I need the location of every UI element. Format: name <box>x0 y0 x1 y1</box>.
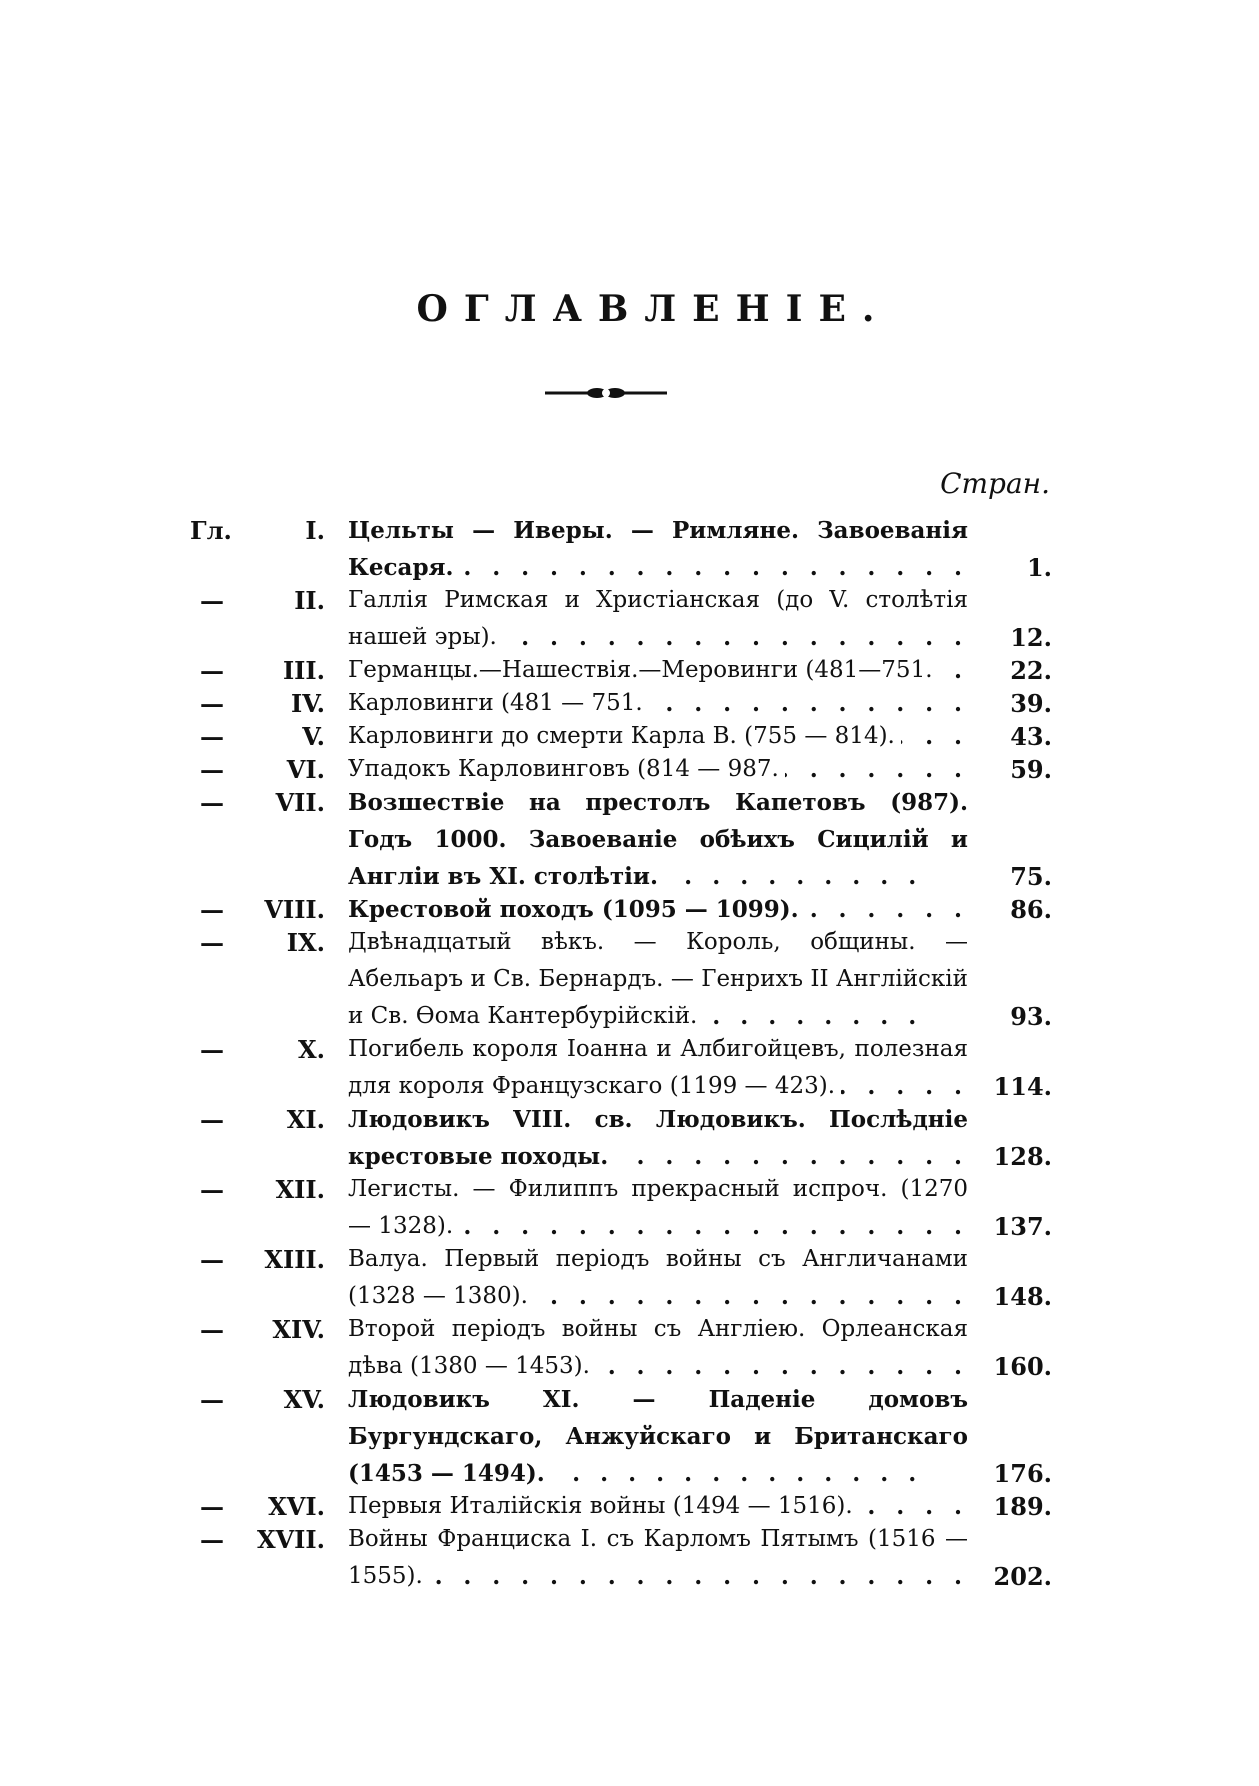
ditto-dash: — <box>200 895 224 924</box>
toc-entry <box>0 891 1259 928</box>
chapter-number: IX. <box>286 928 325 957</box>
ditto-dash: — <box>200 1245 224 1274</box>
chapter-title: Первыя Италійскія войны (1494 — 1516). . . . <box>348 1488 968 1525</box>
toc-entry <box>0 1171 1259 1245</box>
ditto-dash: — <box>200 1385 224 1414</box>
ditto-dash: — <box>200 656 224 685</box>
table-of-contents <box>0 512 1259 1595</box>
chapter-title: Карловинги (481 — 751. . . . <box>348 685 968 722</box>
toc-entry <box>0 1031 1259 1105</box>
chapter-title: Войны Франциска I. съ Карломъ Пятымъ (1516 — 1555). . . . <box>348 1521 968 1595</box>
chapter-number: XVII. <box>256 1525 325 1554</box>
page-number: 93. <box>1010 1002 1052 1031</box>
chapter-number: XIII. <box>264 1245 325 1274</box>
ditto-dash: — <box>200 1175 224 1204</box>
chapter-title: Погибель короля Іоанна и Албигойцевъ, полезная для короля Французскаго (1199 — 423). . . . <box>348 1031 968 1105</box>
chapter-number: V. <box>302 722 325 751</box>
page-number: 39. <box>1010 689 1052 718</box>
chapter-title: Галлія Римская и Христіанская (до V. столѣтія нашей эры). . . . <box>348 582 968 656</box>
page-number: 59. <box>1010 755 1052 784</box>
ornament-divider-icon <box>545 385 667 401</box>
ditto-dash: — <box>200 1492 224 1521</box>
chapter-title: Людовикъ VIII. св. Людовикъ. Послѣдніе крестовые походы. . . . <box>348 1101 968 1175</box>
chapter-number: III. <box>282 656 325 685</box>
toc-entry <box>0 718 1259 755</box>
toc-entry <box>0 652 1259 689</box>
page-number: 1. <box>1026 553 1052 582</box>
ditto-dash: — <box>200 1525 224 1554</box>
page-number: 86. <box>1010 895 1052 924</box>
page-number: 160. <box>993 1352 1052 1381</box>
ditto-dash: — <box>200 755 224 784</box>
chapter-title: Валуа. Первый періодъ войны съ Англичанами (1328 — 1380). . . . <box>348 1241 968 1315</box>
chapter-title: Крестовой походъ (1095 — 1099). . . . <box>348 891 968 928</box>
chapter-title: Упадокъ Карловинговъ (814 — 987. . . . <box>348 751 968 788</box>
chapter-title: Второй періодъ войны съ Англіею. Орлеанская дѣва (1380 — 1453). . . . <box>348 1311 968 1385</box>
chapter-number: VIII. <box>264 895 325 924</box>
chapter-number: XII. <box>275 1175 325 1204</box>
chapter-title: Цельты — Иверы. — Римляне. Завоеванія Кесаря. . . . <box>348 512 968 586</box>
page-number: 114. <box>993 1072 1052 1101</box>
toc-entry <box>0 1241 1259 1315</box>
page-number: 202. <box>993 1562 1052 1591</box>
chapter-title: Легисты. — Филиппъ прекрасный испроч. (1270 — 1328). . . . <box>348 1171 968 1245</box>
toc-entry <box>0 924 1259 1035</box>
chapter-abbrev: Гл. <box>190 516 232 545</box>
toc-entry <box>0 685 1259 722</box>
chapter-number: XVI. <box>268 1492 325 1521</box>
page-number: 148. <box>993 1282 1052 1311</box>
chapter-title: Германцы.—Нашествія.—Меровинги (481—751. . . . <box>348 652 968 689</box>
ditto-dash: — <box>200 1035 224 1064</box>
toc-entry <box>0 1101 1259 1175</box>
page-number: 12. <box>1010 623 1052 652</box>
ditto-dash: — <box>200 689 224 718</box>
chapter-number: XI. <box>286 1105 325 1134</box>
ditto-dash: — <box>200 788 224 817</box>
page-number: 22. <box>1010 656 1052 685</box>
page-number: 128. <box>993 1142 1052 1171</box>
page-number: 137. <box>993 1212 1052 1241</box>
chapter-number: VI. <box>286 755 325 784</box>
toc-entry <box>0 751 1259 788</box>
chapter-title: Карловинги до смерти Карла В. (755 — 814). . . . <box>348 718 968 755</box>
chapter-title: Возшествіе на престолъ Капетовъ (987). Годъ 1000. Завоеваніе обѣихъ Сицилій и Англіи въ XI. столѣтіи. . . . <box>348 784 968 895</box>
ditto-dash: — <box>200 1315 224 1344</box>
page-number: 189. <box>993 1492 1052 1521</box>
page-title: ОГЛАВЛЕНІЕ. <box>416 288 891 330</box>
ditto-dash: — <box>200 928 224 957</box>
chapter-number: X. <box>298 1035 325 1064</box>
toc-entry <box>0 1311 1259 1385</box>
page-column-label: Стран. <box>940 467 1050 500</box>
ditto-dash: — <box>200 1105 224 1134</box>
toc-entry <box>0 1381 1259 1492</box>
ditto-dash: — <box>200 586 224 615</box>
page-number: 176. <box>993 1459 1052 1488</box>
page-number: 75. <box>1010 862 1052 891</box>
chapter-number: XV. <box>283 1385 325 1414</box>
ditto-dash: — <box>200 722 224 751</box>
chapter-number: I. <box>305 516 325 545</box>
chapter-number: VII. <box>275 788 325 817</box>
chapter-number: IV. <box>290 689 325 718</box>
toc-entry <box>0 784 1259 895</box>
chapter-number: XIV. <box>272 1315 325 1344</box>
toc-entry <box>0 1488 1259 1525</box>
page-number: 43. <box>1010 722 1052 751</box>
chapter-title: Людовикъ XI. — Паденіе домовъ Бургундскаго, Анжуйскаго и Британскаго (1453 — 1494). . . . <box>348 1381 968 1492</box>
toc-entry <box>0 512 1259 586</box>
toc-entry <box>0 582 1259 656</box>
chapter-title: Двѣнадцатый вѣкъ. — Король, общины. — Абельаръ и Св. Бернардъ. — Генрихъ II Англійскій и Св. Ѳома Кантербурійскій. . . . <box>348 924 968 1035</box>
toc-entry <box>0 1521 1259 1595</box>
chapter-number: II. <box>294 586 325 615</box>
